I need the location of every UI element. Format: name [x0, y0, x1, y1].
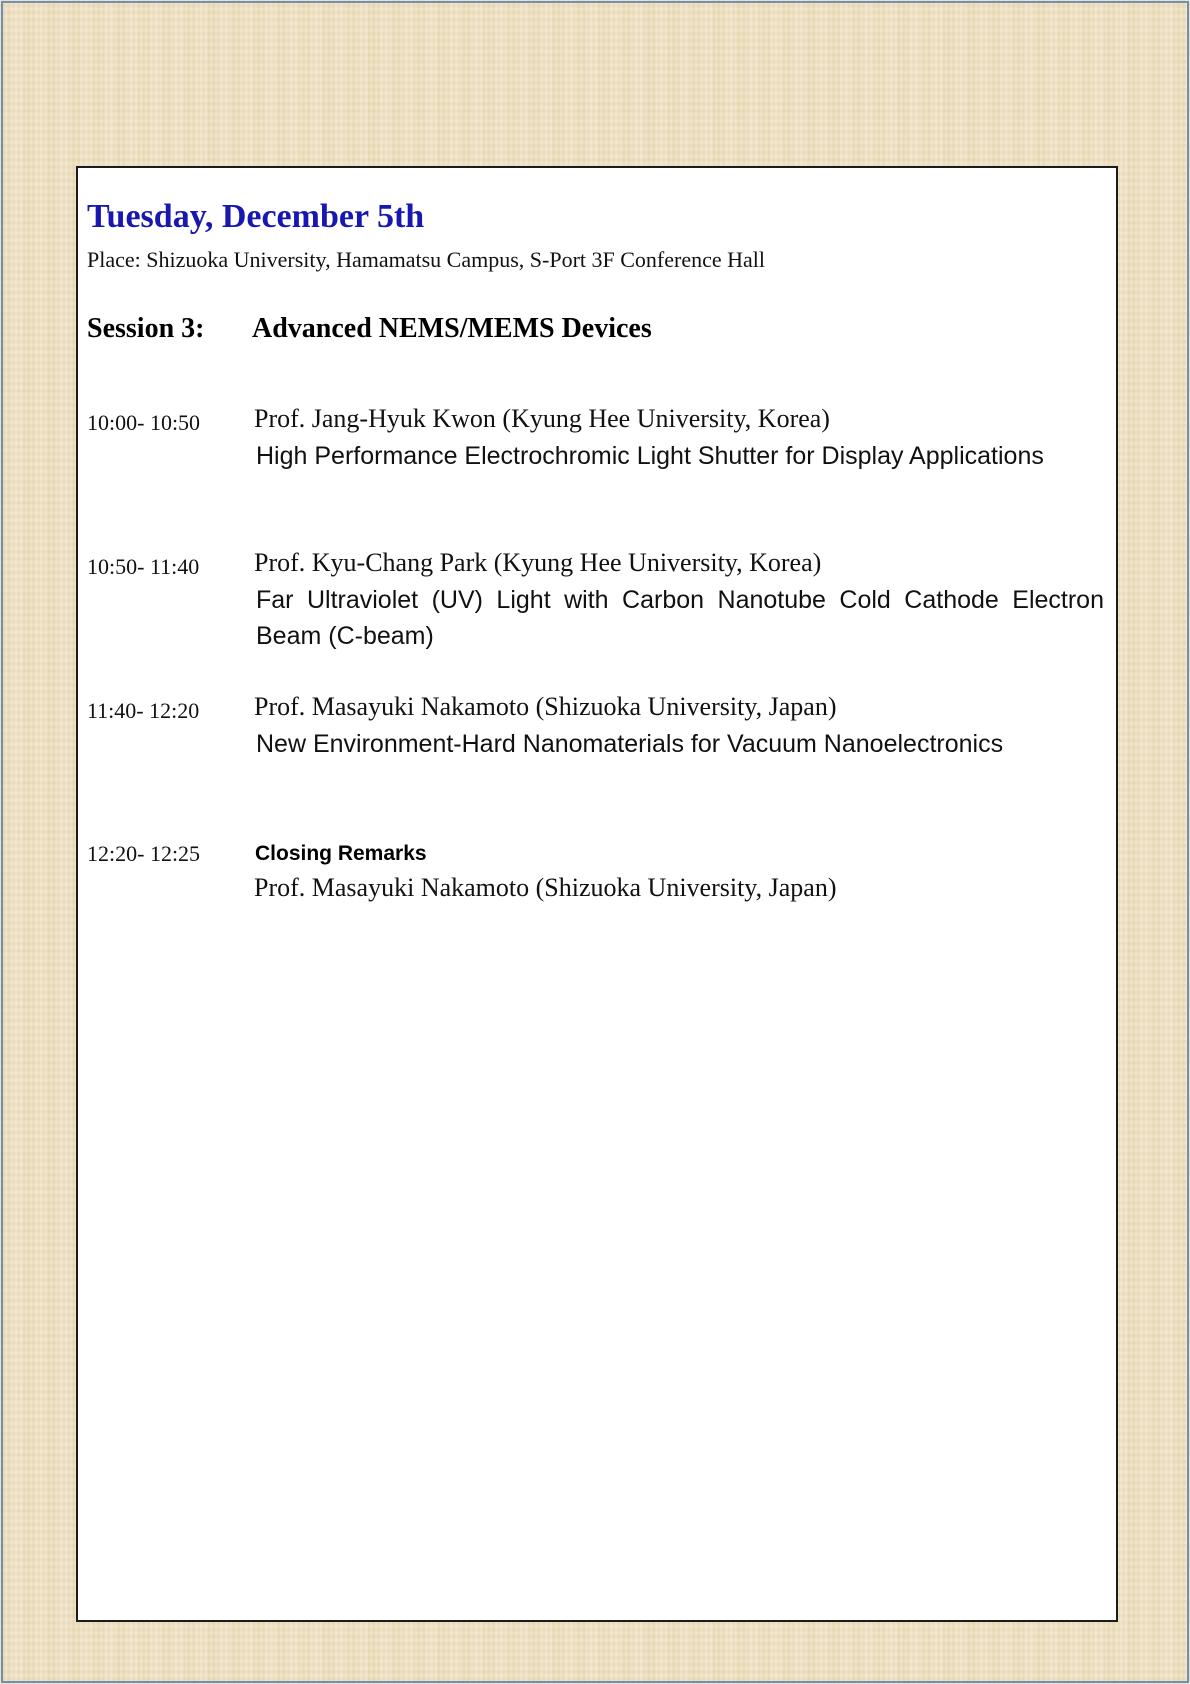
venue-text: Place: Shizuoka University, Hamamatsu Campus, S-Port 3F Conference Hall: [87, 247, 766, 272]
talk-title: Far Ultraviolet (UV) Light with Carbon Nanotube Cold Cathode Electron Beam (C-beam): [256, 586, 1104, 650]
talk-time: 10:50- 11:40: [87, 554, 200, 579]
talk-title: High Performance Electrochromic Light Shutter for Display Applications: [256, 442, 1044, 470]
talk-time: 10:00- 10:50: [87, 410, 201, 435]
closing-label: Closing Remarks: [255, 842, 427, 865]
day-title: Tuesday, December 5th: [87, 198, 425, 235]
session-title: Advanced NEMS/MEMS Devices: [252, 313, 652, 344]
talk-speaker: Prof. Masayuki Nakamoto (Shizuoka University, Japan): [254, 692, 837, 721]
talk-title: New Environment-Hard Nanomaterials for Vacuum Nanoelectronics: [256, 730, 1004, 758]
talk-speaker: Prof. Kyu-Chang Park (Kyung Hee University, Korea): [254, 548, 822, 577]
closing-time: 12:20- 12:25: [87, 841, 201, 866]
talk-time: 11:40- 12:20: [87, 698, 200, 723]
closing-speaker: Prof. Masayuki Nakamoto (Shizuoka University, Japan): [254, 873, 837, 902]
program-page: [76, 166, 1118, 1622]
session-label: Session 3:: [87, 313, 205, 344]
talk-speaker: Prof. Jang-Hyuk Kwon (Kyung Hee University, Korea): [254, 404, 830, 433]
